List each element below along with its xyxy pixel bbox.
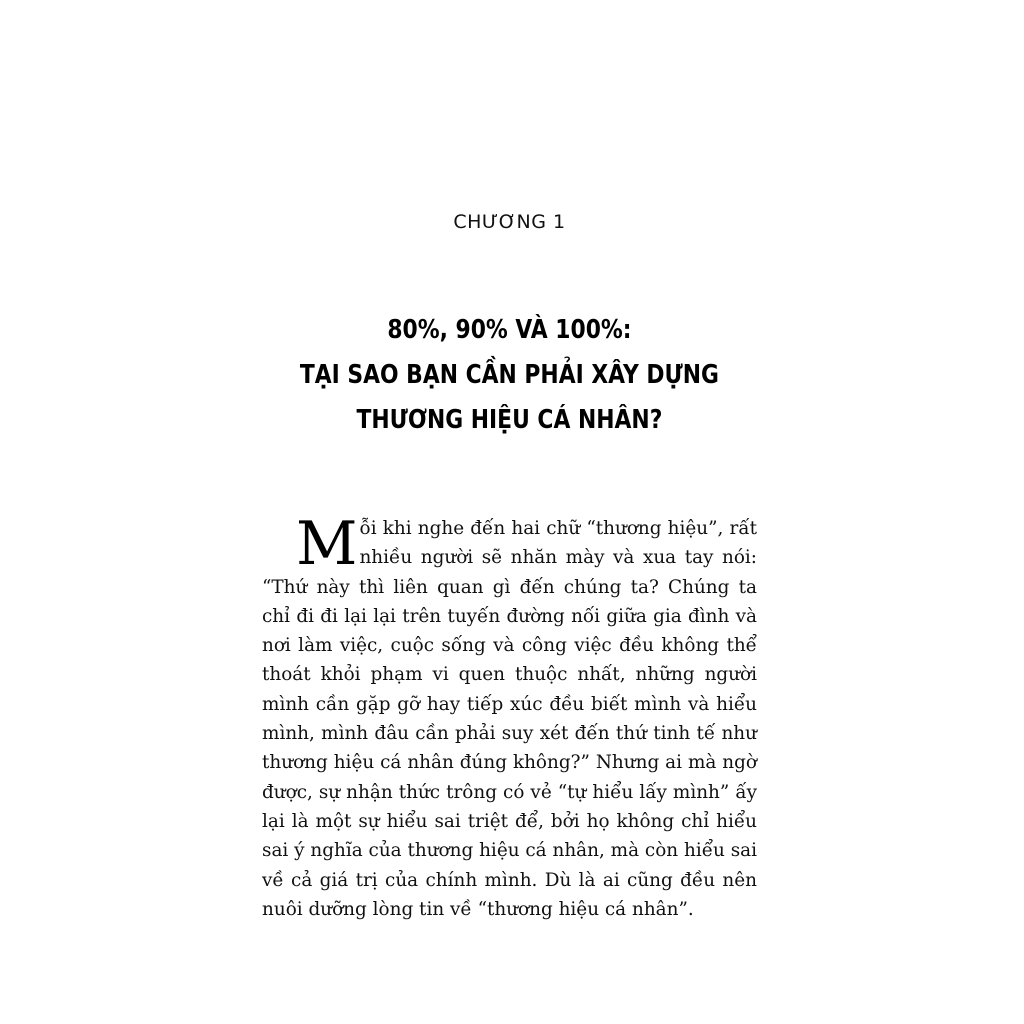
chapter-title — [81, 308, 937, 443]
chapter-title-line-3: THƯƠNG HIỆU CÁ NHÂN? — [356, 405, 663, 435]
drop-cap-letter: M — [296, 509, 358, 579]
chapter-number: CHƯƠNG 1 — [453, 211, 566, 233]
chapter-title-line-2: TẠI SAO BẠN CẦN PHẢI XÂY DỰNG — [299, 360, 719, 390]
body-paragraph — [262, 509, 758, 924]
chapter-title-line-1: 80%, 90% VÀ 100%: — [387, 315, 632, 345]
body-paragraph-text: ỗi khi nghe đến hai chữ “thương hiệu”, rất nhiều người sẽ nhăn mày và xua tay nói: “Thứ này thì liên quan gì đến chúng ta? Chúng ta chỉ đi đi lại lại trên tuyến đường nối giữa gia đình và nơi làm việc, cuộc sống và công việc đều không thể thoát khỏi phạm vi quen thuộc nhất, những người mình cần gặp gỡ hay tiếp xúc đều biết mình và hiểu mình, mình đâu cần phải suy xét đến thứ tinh tế như thương hiệu cá nhân đúng không?” Nhưng ai mà ngờ được, sự nhận thức trông có vẻ “tự hiểu lấy mình” ấy lại là một sự hiểu sai triệt để, bởi họ không chỉ hiểu sai ý nghĩa của thương hiệu cá nhân, mà còn hiểu sai về cả giá trị của chính mình. Dù là ai cũng đều nên nuôi dưỡng lòng tin về “thương hiệu cá nhân”. — [262, 518, 758, 920]
